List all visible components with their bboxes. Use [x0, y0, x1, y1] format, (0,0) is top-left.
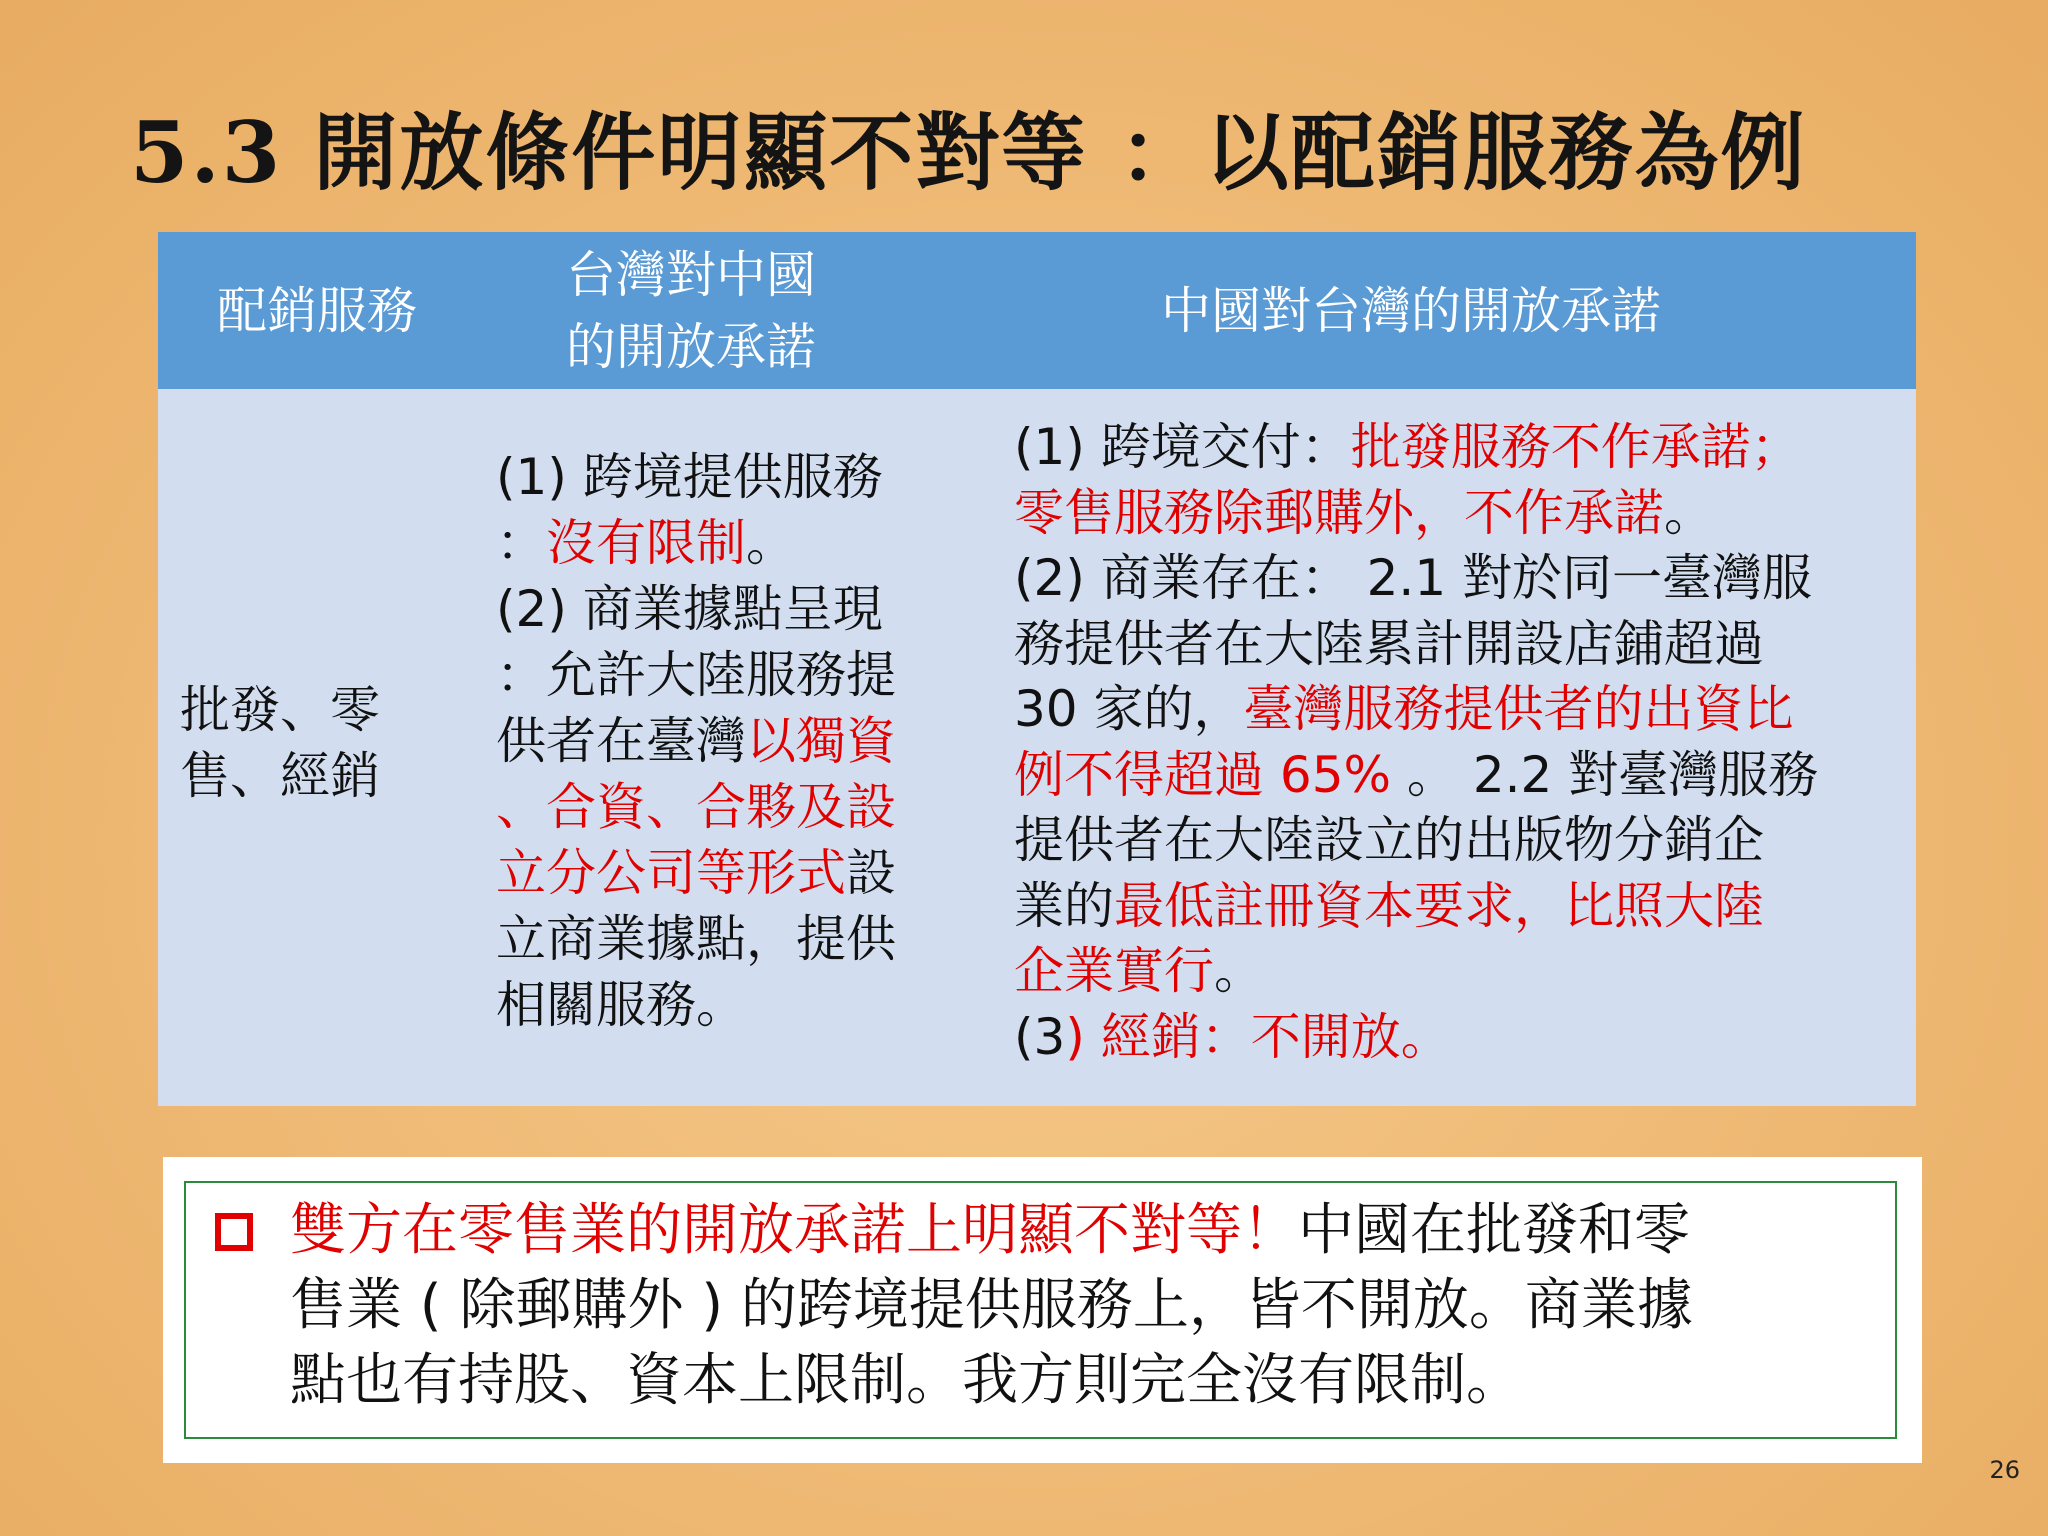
cn-line-2: 零售服務除郵購外，不作承諾。	[1014, 483, 1714, 542]
row-label-line2: 售、經銷	[180, 747, 380, 805]
cn-line-4: 務提供者在大陸累計開設店鋪超過	[1014, 614, 1764, 673]
cn-line-1: (1) 跨境交付：批發服務不作承諾；	[1014, 418, 1801, 476]
square-bullet-icon	[215, 1213, 253, 1251]
cn-line-8: 業的最低註冊資本要求，比照大陸	[1014, 876, 1764, 935]
row-label-cell	[180, 677, 380, 809]
summary-text	[290, 1193, 1890, 1418]
cn-line-3: (2) 商業存在： 2.1 對於同一臺灣服	[1014, 549, 1813, 607]
tw-no-restriction-text: 沒有限制	[546, 514, 746, 572]
cn-line-6: 例不得超過 65% 。 2.2 對臺灣服務	[1014, 745, 1819, 804]
tw-forms-text-3: 立分公司等形式	[496, 844, 846, 902]
row-label-line1: 批發、零	[180, 681, 380, 739]
slide-title: 5.3 開放條件明顯不對等 ：以配銷服務為例	[130, 103, 1807, 202]
china-commitment-cell	[1014, 415, 1818, 1070]
header-distribution-services: 配銷服務	[217, 281, 417, 340]
cn-capital-ratio-limit: 例不得超過 65%	[1014, 745, 1392, 804]
cn-line-9: 企業實行。	[1014, 942, 1264, 1000]
summary-emphasis: 雙方在零售業的開放承諾上明顯不對等！	[290, 1198, 1298, 1263]
tw-line-4: ：允許大陸服務提	[496, 646, 896, 704]
tw-line-7: 立分公司等形式設	[496, 844, 896, 902]
taiwan-commitment-cell	[496, 444, 896, 1038]
tw-line-3: (2) 商業據點呈現	[496, 580, 883, 638]
tw-line-9: 相關服務。	[496, 976, 746, 1034]
tw-line-6: 、合資、合夥及設	[496, 778, 896, 836]
cn-retail-no-commitment: 零售服務除郵購外，不作承諾	[1014, 483, 1664, 542]
tw-forms-text-1: 以獨資	[746, 712, 896, 770]
summary-line-2: 售業 ( 除郵購外 ) 的跨境提供服務上，皆不開放。商業據	[290, 1273, 1693, 1338]
cn-wholesale-no-commitment: 批發服務不作承諾；	[1350, 418, 1801, 476]
cn-distribution-closed: ) 經銷：不開放。	[1065, 1007, 1451, 1066]
cn-enterprise-text: 企業實行	[1014, 942, 1214, 1000]
table-header-row	[158, 232, 1916, 389]
header-taiwan-commitment	[476, 232, 906, 389]
cn-line-10: (3) 經銷：不開放。	[1014, 1007, 1451, 1066]
tw-line-2: ：沒有限制。	[496, 514, 796, 572]
cn-capital-ratio-text: 臺灣服務提供者的出資比	[1243, 680, 1794, 738]
tw-line-5: 供者在臺灣以獨資	[496, 712, 896, 770]
summary-line-1: 雙方在零售業的開放承諾上明顯不對等！中國在批發和零	[290, 1198, 1690, 1263]
distribution-services-table	[158, 232, 1916, 1106]
cn-line-7: 提供者在大陸設立的出版物分銷企	[1014, 811, 1764, 869]
page-number: 26	[1989, 1456, 2020, 1484]
tw-line-8: 立商業據點，提供	[496, 910, 896, 968]
cn-line-5: 30 家的，臺灣服務提供者的出資比	[1014, 680, 1794, 738]
summary-line-3: 點也有持股、資本上限制。我方則完全沒有限制。	[290, 1348, 1522, 1413]
header-taiwan-commitment-line2: 的開放承諾	[566, 317, 816, 376]
cn-min-capital-text: 最低註冊資本要求，比照大陸	[1114, 876, 1764, 935]
header-taiwan-commitment-line1: 台灣對中國	[566, 245, 816, 304]
tw-line-1: (1) 跨境提供服務	[496, 448, 883, 506]
header-china-commitment: 中國對台灣的開放承諾	[1161, 281, 1661, 340]
table-body-row	[158, 389, 1916, 1106]
